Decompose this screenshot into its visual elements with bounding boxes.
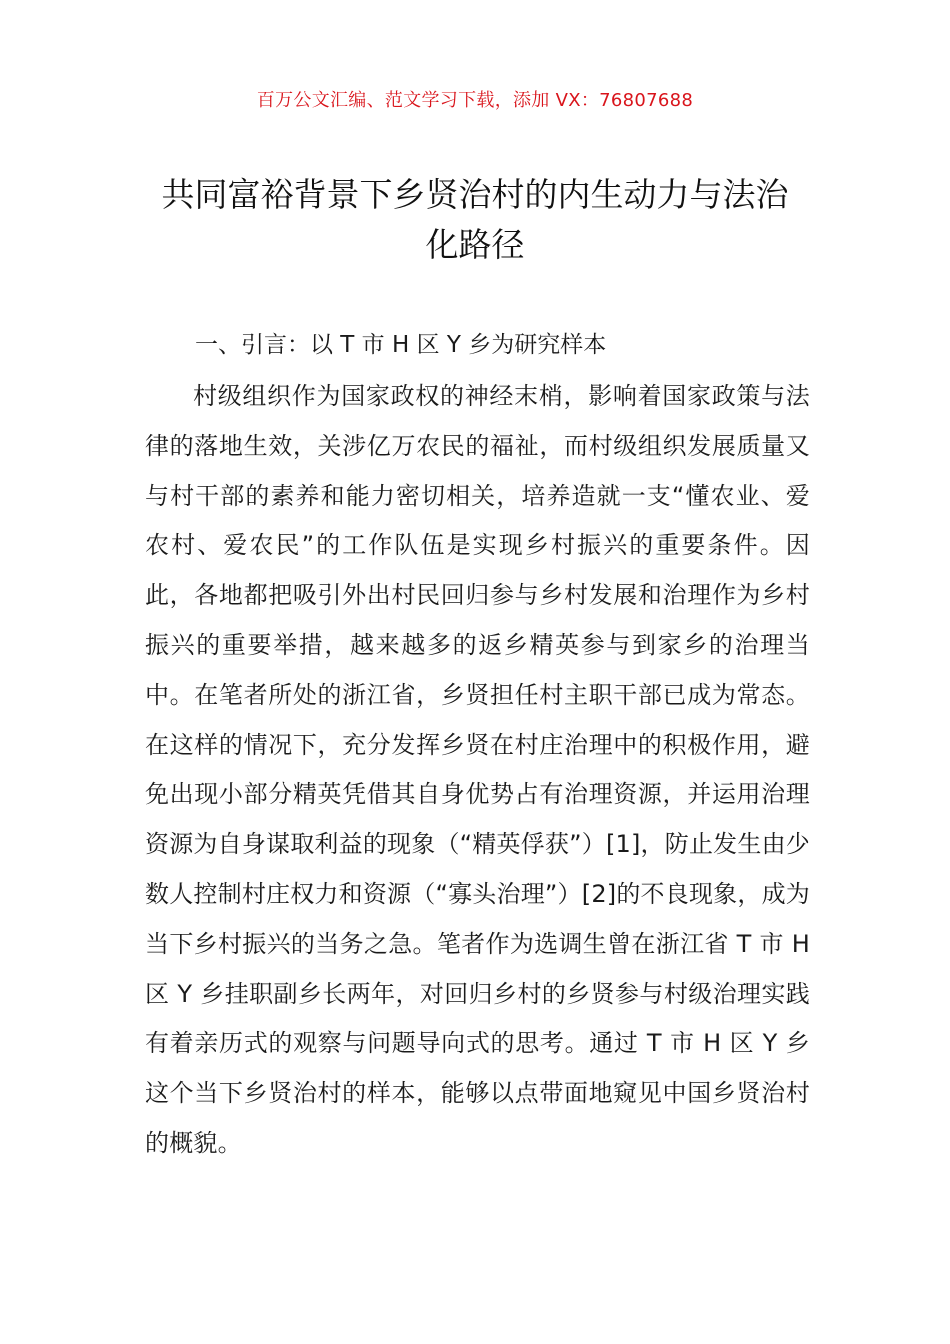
body-paragraph: 村级组织作为国家政权的神经末梢，影响着国家政策与法律的落地生效，关涉亿万农民的福祉，而村级组织发展质量又与村干部的素养和能力密切相关，培养造就一支“懂农业、爱农村、爱农民”的工作队伍是实现乡村振兴的重要条件。因此，各地都把吸引外出村民回归参与乡村发展和治理作为乡村振兴的重要举措，越来越多的返乡精英参与到家乡的治理当中。在笔者所处的浙江省，乡贤担任村主职干部已成为常态。在这样的情况下，充分发挥乡贤在村庄治理中的积极作用，避免出现小部分精英凭借其自身优势占有治理资源，并运用治理资源为自身谋取利益的现象（“精英俘获”）[1]，防止发生由少数人控制村庄权力和资源（“寡头治理”）[2]的不良现象，成为当下乡村振兴的当务之急。笔者作为选调生曾在浙江省 T 市 H 区 Y 乡挂职副乡长两年，对回归乡村的乡贤参与村级治理实践有着亲历式的观察与问题导向式的思考。通过 T 市 H 区 Y 乡这个当下乡贤治村的样本，能够以点带面地窥见中国乡贤治村的概貌。 xyxy=(145,382,810,1157)
document-title: 共同富裕背景下乡贤治村的内生动力与法治化路径 xyxy=(161,175,789,264)
section-heading: 一、引言：以 T 市 H 区 Y 乡为研究样本 xyxy=(195,332,607,358)
header-watermark-note: 百万公文汇编、范文学习下载，添加 VX：76807688 xyxy=(256,90,694,111)
